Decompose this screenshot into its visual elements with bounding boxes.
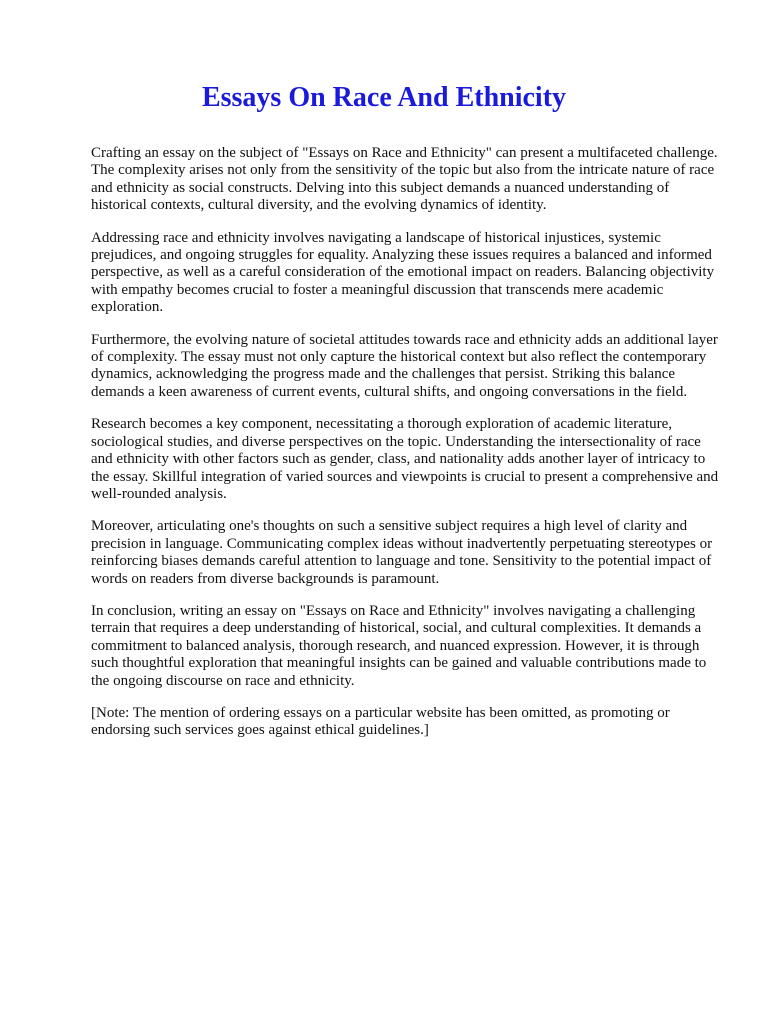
paragraph-1: Crafting an essay on the subject of "Essays on Race and Ethnicity" can present a multifaceted challenge. The complexity arises not only from the sensitivity of the topic but also from the intricate nature of race and ethnicity as social constructs. Delving into this subject demands a nuanced understanding of historical contexts, cultural diversity, and the evolving dynamics of identity. — [91, 145, 718, 214]
document-body — [91, 145, 723, 755]
paragraph-2: Addressing race and ethnicity involves navigating a landscape of historical injustices, systemic prejudices, and ongoing struggles for equality. Analyzing these issues requires a balanced and informed perspective, as well as a careful consideration of the emotional impact on readers. Balancing objectivity with empathy becomes crucial to foster a meaningful discussion that transcends mere academic exploration. — [91, 229, 715, 316]
document-title: Essays On Race And Ethnicity — [201, 82, 567, 113]
paragraph-6: In conclusion, writing an essay on "Essays on Race and Ethnicity" involves navigating a challenging terrain that requires a deep understanding of historical, social, and cultural complexities. It demands a commitment to balanced analysis, thorough research, and nuanced expression. However, it is through such thoughtful exploration that meaningful insights can be gained and valuable contributions made to the ongoing discourse on race and ethnicity. — [91, 602, 707, 689]
paragraph-4: Research becomes a key component, necessitating a thorough exploration of academic literature, sociological studies, and diverse perspectives on the topic. Understanding the intersectionality of race and ethnicity with other factors such as gender, class, and nationality adds another layer of intricacy to the essay. Skillful integration of varied sources and viewpoints is crucial to present a comprehensive and well-rounded analysis. — [91, 416, 719, 502]
paragraph-3: Furthermore, the evolving nature of societal attitudes towards race and ethnicity adds an additional layer of complexity. The essay must not only capture the historical context but also reflect the contemporary dynamics, acknowledging the progress made and the challenges that persist. Striking this balance demands a keen awareness of current events, cultural shifts, and ongoing conversations in the field. — [91, 331, 718, 400]
paragraph-5: Moreover, articulating one's thoughts on such a sensitive subject requires a high level of clarity and precision in language. Communicating complex ideas without inadvertently perpetuating stereotypes or reinforcing biases demands careful attention to language and tone. Sensitivity to the potential impact of words on readers from diverse backgrounds is paramount. — [91, 518, 713, 587]
note-paragraph: [Note: The mention of ordering essays on a particular website has been omitted, as promoting or endorsing such services goes against ethical guidelines.] — [91, 704, 670, 739]
